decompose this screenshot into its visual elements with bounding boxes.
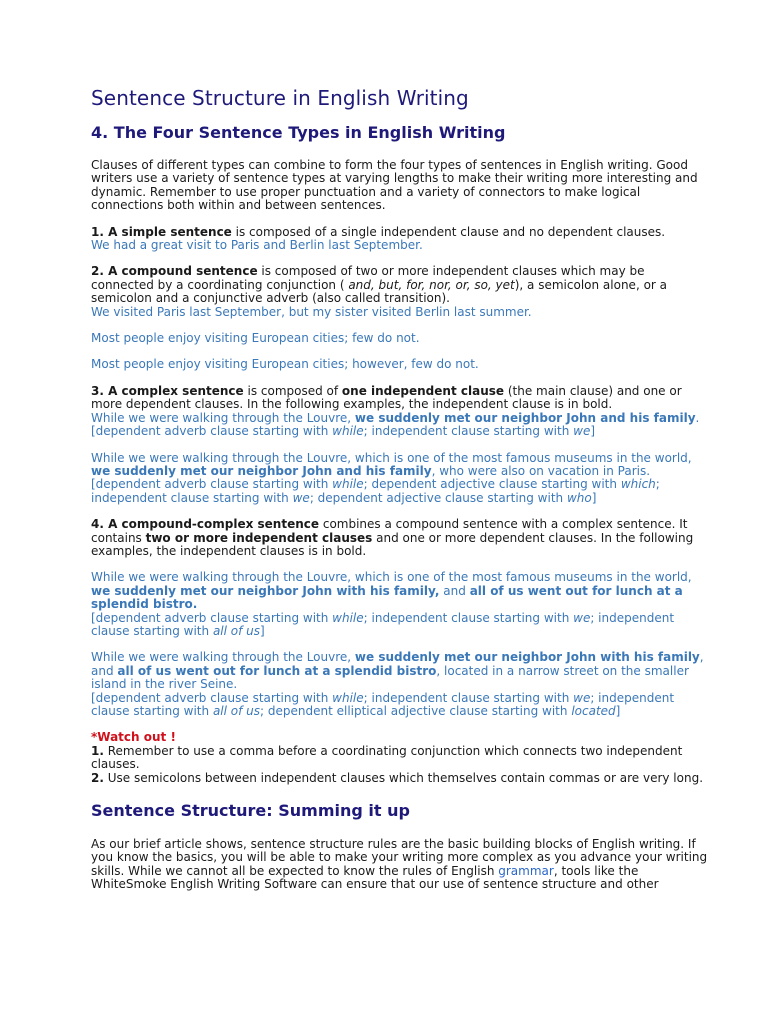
compound-example-3: Most people enjoy visiting European cities; however, few do not.: [91, 357, 479, 372]
compound-conjunctions: and, but, for, nor, or, so, yet: [348, 277, 515, 292]
complex-example-1: While we were walking through the Louvre, we suddenly met our neighbor John and his family.: [91, 410, 700, 425]
complex-text-2: (the main clause) and one or more dependent clauses. In the following examples, the independent clause is in bold.: [91, 383, 682, 412]
watch-out-item-2: Use semicolons between independent clauses which themselves contain commas or are very long.: [103, 770, 704, 785]
complex-note-1: [dependent adverb clause starting with while; independent clause starting with we]: [91, 424, 596, 439]
complex-text-1: is composed of: [243, 383, 342, 398]
section-heading-summary: Sentence Structure: Summing it up: [91, 801, 410, 821]
compound-sentence-text-1: is composed of two or more independent clauses which may be connected by a coordinating conjunction (: [91, 264, 645, 292]
watch-out-label: *Watch out !: [91, 730, 176, 745]
grammar-link[interactable]: grammar: [498, 863, 554, 878]
independent-clause: we suddenly met our neighbor John with his family,: [91, 583, 440, 598]
compound-sentence-text-2: ), a semicolon alone, or a semicolon and a conjunctive adverb (also called transition).: [91, 277, 668, 306]
independent-clause: we suddenly met our neighbor John and his family: [354, 410, 696, 425]
compound-complex-block: 4. A compound-complex sentence combines a compound sentence with a complex sentence. It contains two or more independent clauses and one or more dependent clauses. In the following examples, the independent clauses is in bold.: [91, 517, 694, 558]
complex-note-2: [dependent adverb clause starting with while; dependent adjective clause starting with which; independent clause starting with we; dependent adjective clause starting with who]: [91, 477, 660, 505]
complex-bold-1: one independent clause: [341, 383, 505, 398]
compound-complex-example-2-block: While we were walking through the Louvre, we suddenly met our neighbor John with his family, and all of us went out for lunch at a splendid bistro, located in a narrow street on the smaller island in the river Seine. [dependent adverb clause starting with while; independent clause starting with we; independent clause starting with all of us; dependent elliptical adjective clause starting with located]: [91, 650, 704, 718]
simple-sentence-text: is composed of a single independent clause and no dependent clauses.: [231, 224, 666, 239]
compound-example-1: We visited Paris last September, but my sister visited Berlin last summer.: [91, 304, 532, 319]
watch-out-block: *Watch out ! 1. Remember to use a comma before a coordinating conjunction which connects two independent clauses. 2. Use semicolons between independent clauses which themselves contain commas or are very long.: [91, 730, 704, 785]
independent-clause: all of us went out for lunch at a splendid bistro.: [91, 583, 683, 612]
complex-example-2-block: While we were walking through the Louvre, which is one of the most famous museums in the world, we suddenly met our neighbor John and his family, who were also on vacation in Paris. [dependent adverb clause starting with while; dependent adjective clause starting with which; independent clause starting with we; dependent adjective clause starting with who]: [91, 450, 692, 505]
simple-sentence-example: We had a great visit to Paris and Berlin last September.: [91, 238, 423, 253]
section-heading-sentence-types: 4. The Four Sentence Types in English Writing: [91, 123, 506, 142]
compound-complex-note-2: [dependent adverb clause starting with while; independent clause starting with we; independent clause starting with all of us; dependent elliptical adjective clause starting with located]: [91, 690, 675, 718]
intro-paragraph: Clauses of different types can combine to form the four types of sentences in English writing. Good writers use a variety of sentence types at varying lengths to make their writing more interesting and dynamic. Remember to use proper punctuation and a variety of connectors to make logical connections both within and between sentences.: [91, 158, 698, 213]
independent-clause: all of us went out for lunch at a splendid bistro: [117, 663, 437, 678]
compound-example-2: Most people enjoy visiting European cities; few do not.: [91, 331, 420, 346]
compound-complex-note-1: [dependent adverb clause starting with while; independent clause starting with we; independent clause starting with all of us]: [91, 610, 675, 638]
independent-clause: we suddenly met our neighbor John and his family: [91, 463, 432, 478]
compound-complex-bold-1: two or more independent clauses: [145, 530, 373, 545]
independent-clause: we suddenly met our neighbor John with his family: [354, 650, 700, 665]
compound-sentence-label: 2. A compound sentence: [91, 264, 258, 279]
watch-out-item-1: Remember to use a comma before a coordinating conjunction which connects two independent clauses.: [91, 743, 683, 772]
simple-sentence-label: 1. A simple sentence: [91, 224, 232, 239]
summary-paragraph: As our brief article shows, sentence structure rules are the basic building blocks of English writing. If you know the basics, you will be able to make your writing more complex as you advance your writing skills. While we cannot all be expected to know the rules of English grammar, tools like the WhiteSmoke English Writing Software can ensure that our use of sentence structure and other: [91, 837, 708, 892]
complex-sentence-label: 3. A complex sentence: [91, 383, 244, 398]
page-title: Sentence Structure in English Writing: [91, 86, 469, 110]
complex-sentence-block: [91, 385, 708, 439]
simple-sentence-block: [91, 226, 708, 253]
compound-sentence-block: [91, 265, 708, 319]
compound-complex-example-1-block: While we were walking through the Louvre, which is one of the most famous museums in the world, we suddenly met our neighbor John with his family, and all of us went out for lunch at a splendid bistro. [dependent adverb clause starting with while; independent clause starting with we; independent clause starting with all of us]: [91, 570, 692, 638]
compound-complex-label: 4. A compound-complex sentence: [91, 517, 320, 532]
